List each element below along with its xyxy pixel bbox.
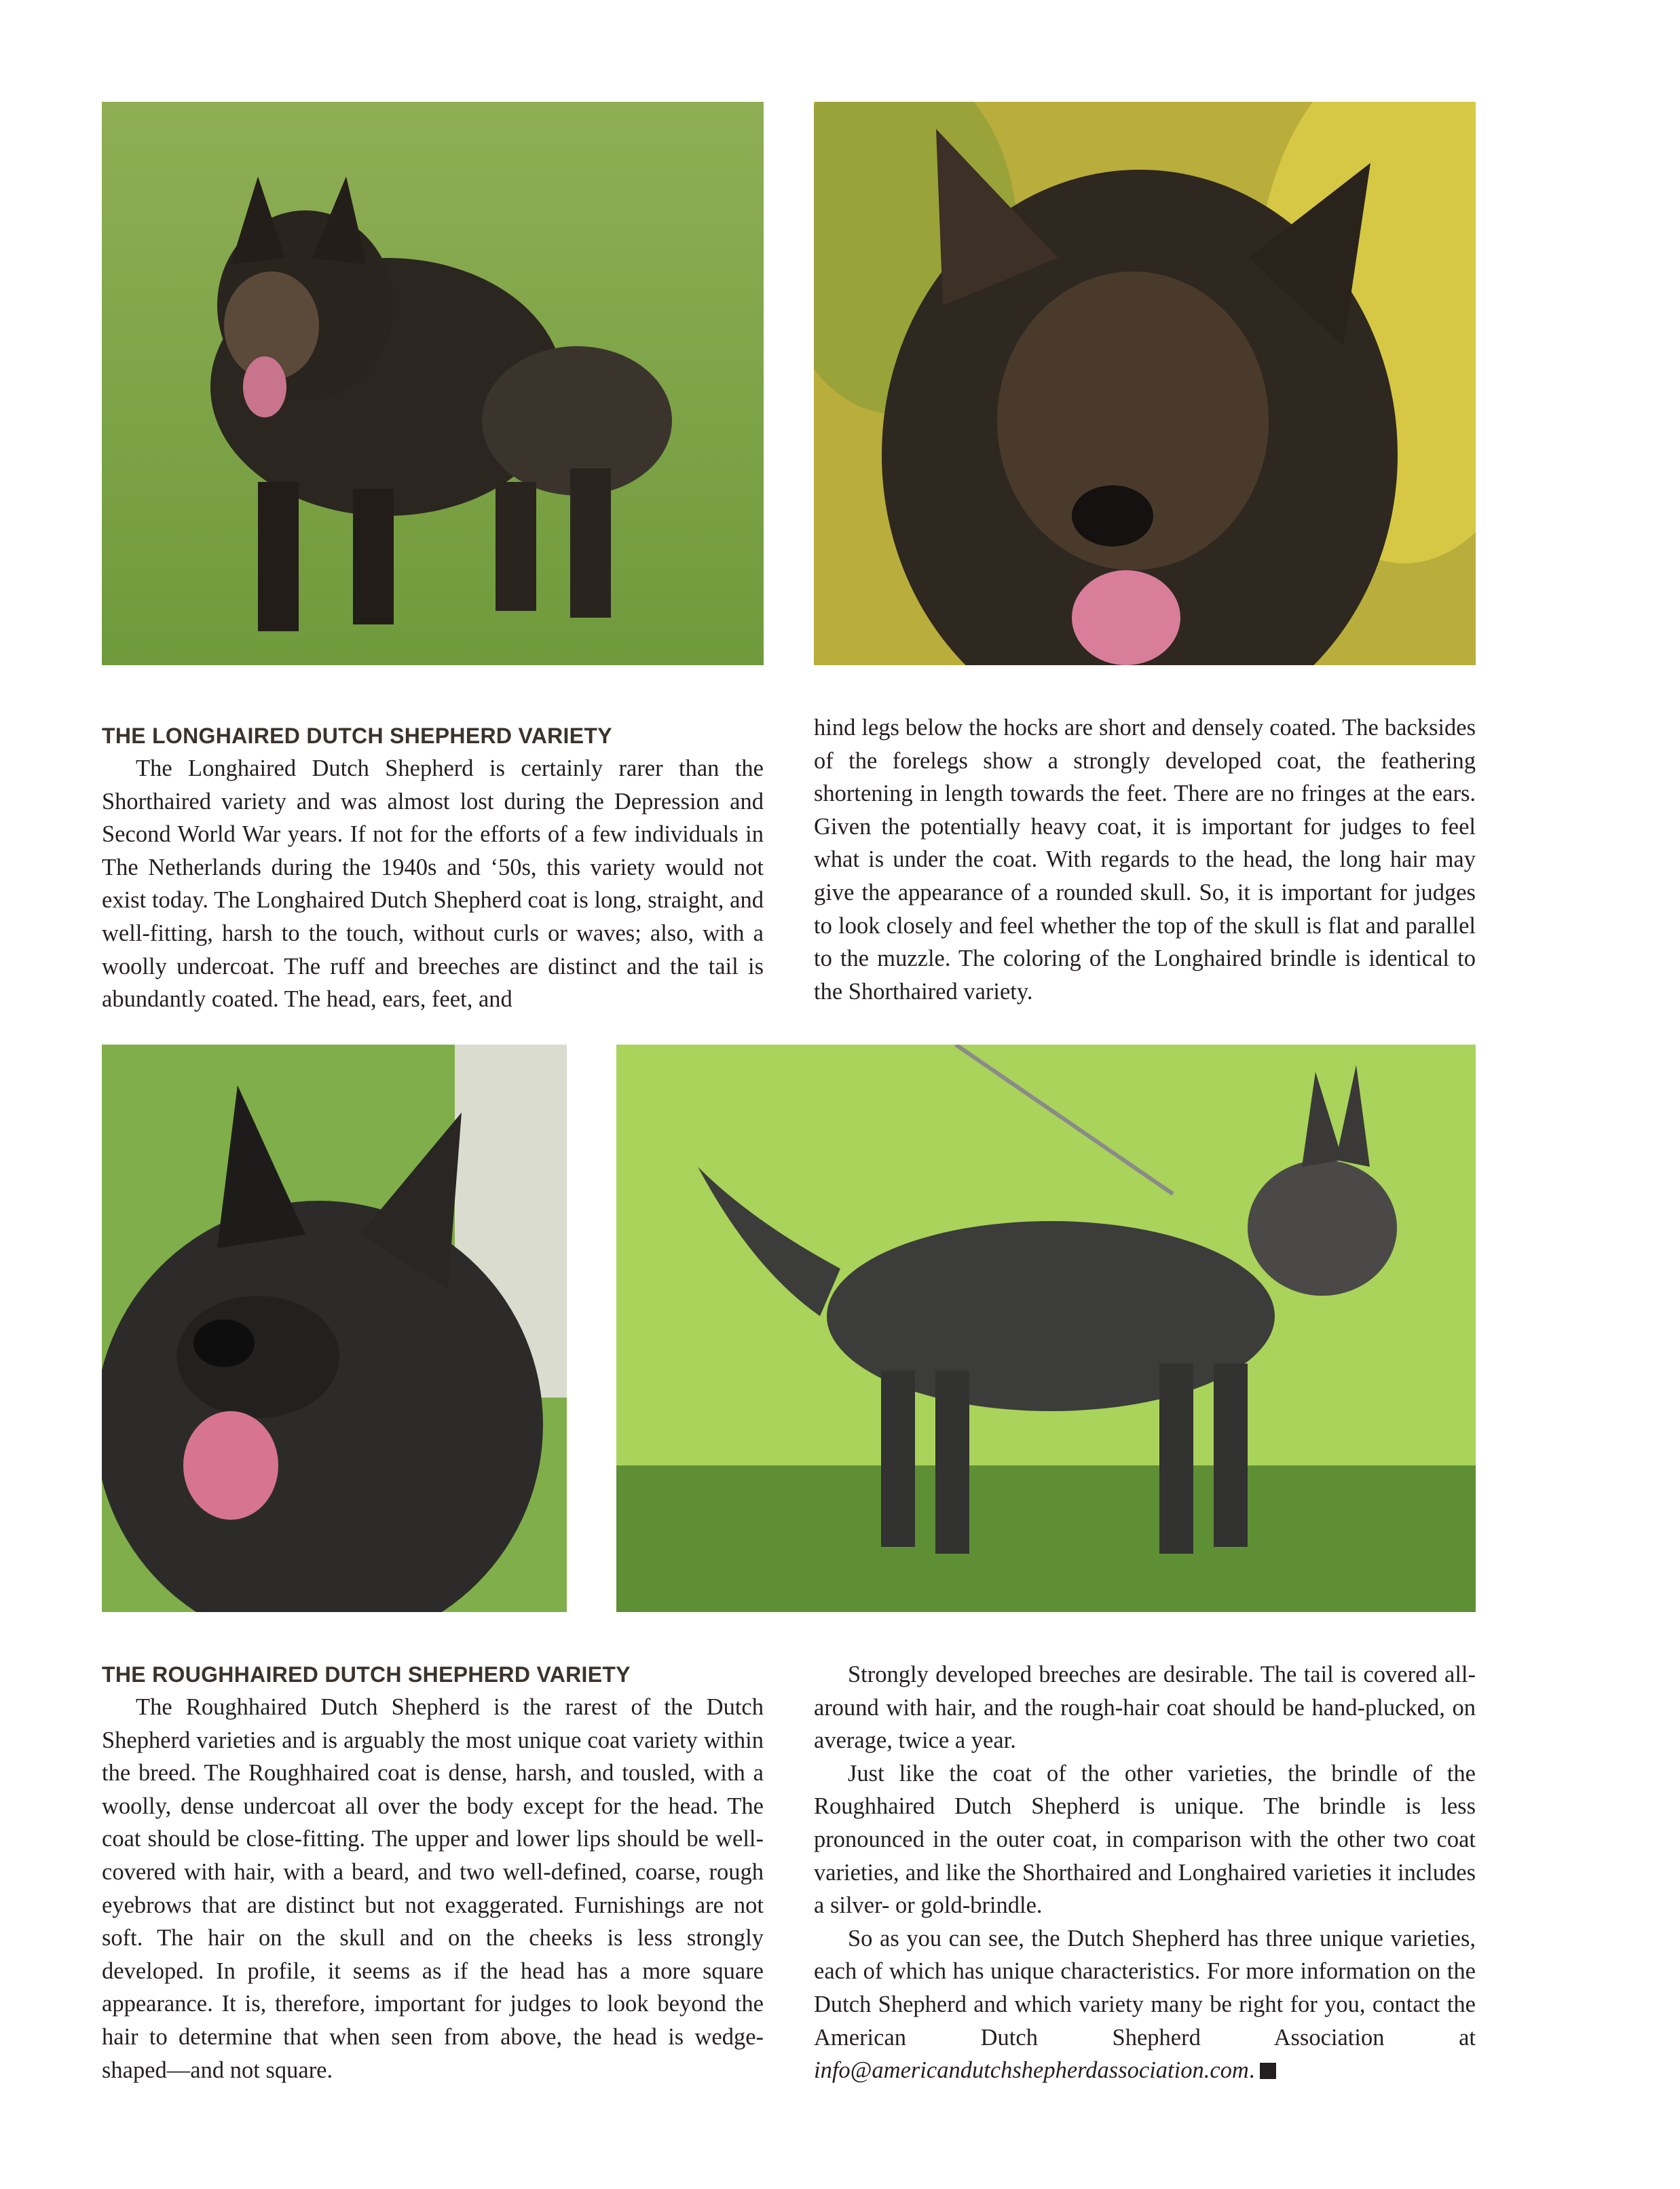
roughhaired-paragraph-3: Just like the coat of the other varieties, the brindle of the Roughhaired Dutch Shepherd is unique. The brindle is less pronounced in the outer coat, in comparison with the other two coat varieties, and like the Shorthaired and Longhaired varieties it includes a silver- or gold-brindle.	[814, 1760, 1476, 1919]
roughhaired-heading: THE ROUGHHAIRED DUTCH SHEPHERD VARIETY	[102, 1662, 631, 1687]
photo-roughhaired-head	[102, 1045, 567, 1612]
roughhaired-section-left	[102, 1658, 764, 2087]
longhaired-paragraph-1: The Longhaired Dutch Shepherd is certainly rarer than the Shorthaired variety and was almost lost during the Depression and Second World War years. If not for the efforts of a few individuals in The Netherlands during the 1940s and ‘50s, this variety would not exist today. The Longhaired Dutch Shepherd coat is long, straight, and well-fitting, harsh to the touch, without curls or waves; also, with a woolly undercoat. The ruff and breeches are distinct and the tail is abundantly coated. The head, ears, feet, and	[102, 755, 764, 1013]
dog-photo-image	[102, 1045, 567, 1612]
longhaired-heading: THE LONGHAIRED DUTCH SHEPHERD VARIETY	[102, 724, 612, 748]
dog-photo-image	[616, 1045, 1476, 1612]
roughhaired-section-right	[814, 1658, 1476, 2087]
roughhaired-paragraph-1: The Roughhaired Dutch Shepherd is the rarest of the Dutch Shepherd varieties and is arguably the most unique coat variety within the breed. The Roughhaired coat is dense, harsh, and tousled, with a woolly, dense undercoat all over the body except for the head. The coat should be close-fitting. The upper and lower lips should be well-covered with hair, with a beard, and two well-defined, coarse, rough eyebrows that are distinct but not exaggerated. Furnishings are not soft. The hair on the skull and on the cheeks is less strongly developed. In profile, it seems as if the head has a more square appearance. It is, therefore, important for judges to look beyond the hair to determine that when seen from above, the head is wedge-shaped—and not square.	[102, 1694, 764, 2083]
photo-roughhaired-standing	[616, 1045, 1476, 1612]
contact-email: info@americandutchshepherdassociation.com	[814, 2057, 1249, 2084]
longhaired-section-left	[102, 719, 764, 1016]
end-of-article-square-icon	[1260, 2063, 1276, 2079]
closing-period: .	[1248, 2057, 1255, 2084]
longhaired-section-right	[814, 711, 1476, 1008]
closing-text: So as you can see, the Dutch Shepherd has three unique varieties, each of which has unique characteristics. For more information on the Dutch Shepherd and which variety many be right for you, contact the American Dutch Shepherd Association at	[814, 1925, 1476, 2051]
photo-longhaired-head	[814, 102, 1476, 665]
roughhaired-paragraph-2: Strongly developed breeches are desirable. The tail is covered all-around with hair, and the rough-hair coat should be hand-plucked, on average, twice a year.	[814, 1662, 1476, 1754]
dog-photo-image	[814, 102, 1476, 665]
longhaired-paragraph-2: hind legs below the hocks are short and densely coated. The backsides of the forelegs show a strongly developed coat, the feathering shortening in length towards the feet. There are no fringes at the ears. Given the potentially heavy coat, it is important for judges to feel what is under the coat. With regards to the head, the long hair may give the appearance of a rounded skull. So, it is important for judges to look closely and feel whether the top of the skull is flat and parallel to the muzzle. The coloring of the Longhaired brindle is identical to the Shorthaired variety.	[814, 715, 1476, 1005]
dog-photo-image	[102, 102, 764, 665]
photo-longhaired-standing	[102, 102, 764, 665]
roughhaired-paragraph-4	[814, 1922, 1476, 2087]
